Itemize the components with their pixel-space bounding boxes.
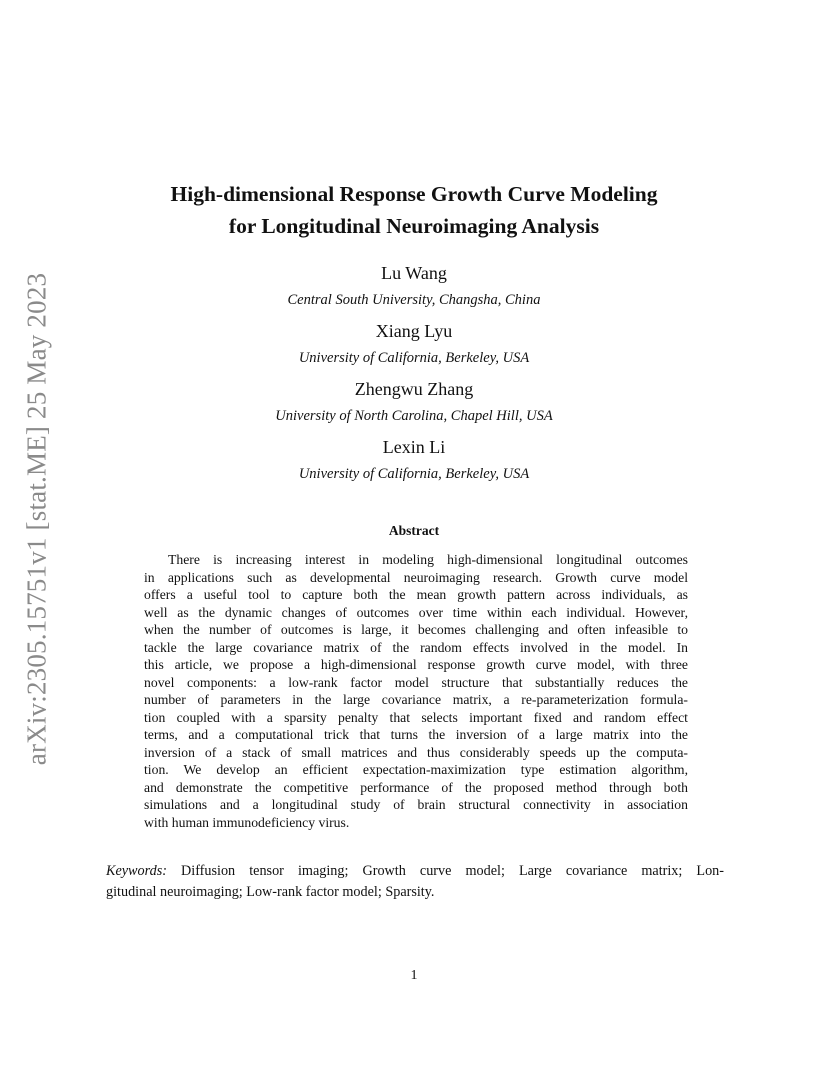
keywords-text-2: gitudinal neuroimaging; Low-rank factor model; Sparsity. <box>106 884 435 900</box>
abstract-line: simulations and a longitudinal study of brain structural connectivity in association <box>144 797 688 812</box>
author-name: Lu Wang <box>381 263 447 283</box>
author-affiliation: University of North Carolina, Chapel Hill, USA <box>275 408 553 424</box>
keywords-label: Keywords: <box>106 863 167 879</box>
abstract-line: terms, and a computational trick that turns the inversion of a large matrix into the <box>144 727 688 742</box>
abstract-line: inversion of a stack of small matrices and thus considerably speeds up the computa- <box>144 744 688 760</box>
abstract-line: offers a useful tool to capture both the mean growth pattern across individuals, as <box>144 587 688 602</box>
abstract-line: tion. We develop an efficient expectation-maximization type estimation algorithm, <box>144 762 688 777</box>
author-block-3 <box>0 378 828 426</box>
abstract-line: and demonstrate the competitive performance of the proposed method through both <box>144 779 688 795</box>
abstract-line: in applications such as developmental neuroimaging research. Growth curve model <box>144 569 688 585</box>
abstract-line: There is increasing interest in modeling high-dimensional longitudinal outcomes <box>168 552 688 567</box>
paper-title-line-1: High-dimensional Response Growth Curve Modeling <box>170 182 658 206</box>
paper-title-line-2: for Longitudinal Neuroimaging Analysis <box>228 214 600 238</box>
keywords-text-1: Diffusion tensor imaging; Growth curve model; Large covariance matrix; Lon- <box>181 863 724 879</box>
paper-title <box>0 178 828 242</box>
keywords-paragraph <box>106 861 724 903</box>
abstract-line: tackle the large covariance matrix of the random effects involved in the model. In <box>144 639 688 655</box>
abstract-line: with human immunodeficiency virus. <box>144 814 350 830</box>
abstract-line: novel components: a low-rank factor model structure that substantially reduces the <box>144 674 688 690</box>
keywords-line-1 <box>106 861 724 882</box>
abstract-line: number of parameters in the large covariance matrix, a re-parameterization formula- <box>144 692 688 707</box>
abstract-heading: Abstract <box>388 523 440 538</box>
abstract-line: when the number of outcomes is large, it becomes challenging and often infeasible to <box>144 622 688 637</box>
abstract-body <box>144 551 688 831</box>
author-block-1 <box>0 262 828 310</box>
author-affiliation: Central South University, Changsha, China <box>287 292 541 308</box>
abstract-line: this article, we propose a high-dimensional response growth curve model, with three <box>144 657 688 672</box>
abstract-line: well as the dynamic changes of outcomes over time within each individual. However, <box>144 604 688 620</box>
arxiv-identifier-stamp: arXiv:2305.15751v1 [stat.ME] 25 May 2023 <box>21 272 52 766</box>
author-block-4 <box>0 436 828 484</box>
author-affiliation: University of California, Berkeley, USA <box>298 466 530 482</box>
author-block-2 <box>0 320 828 368</box>
abstract-line: tion coupled with a sparsity penalty that selects important fixed and random effect <box>144 709 688 725</box>
author-affiliation: University of California, Berkeley, USA <box>298 350 530 366</box>
author-name: Xiang Lyu <box>375 321 453 341</box>
author-name: Lexin Li <box>382 437 446 457</box>
author-name: Zhengwu Zhang <box>354 379 474 399</box>
page-number: 1 <box>410 968 418 983</box>
